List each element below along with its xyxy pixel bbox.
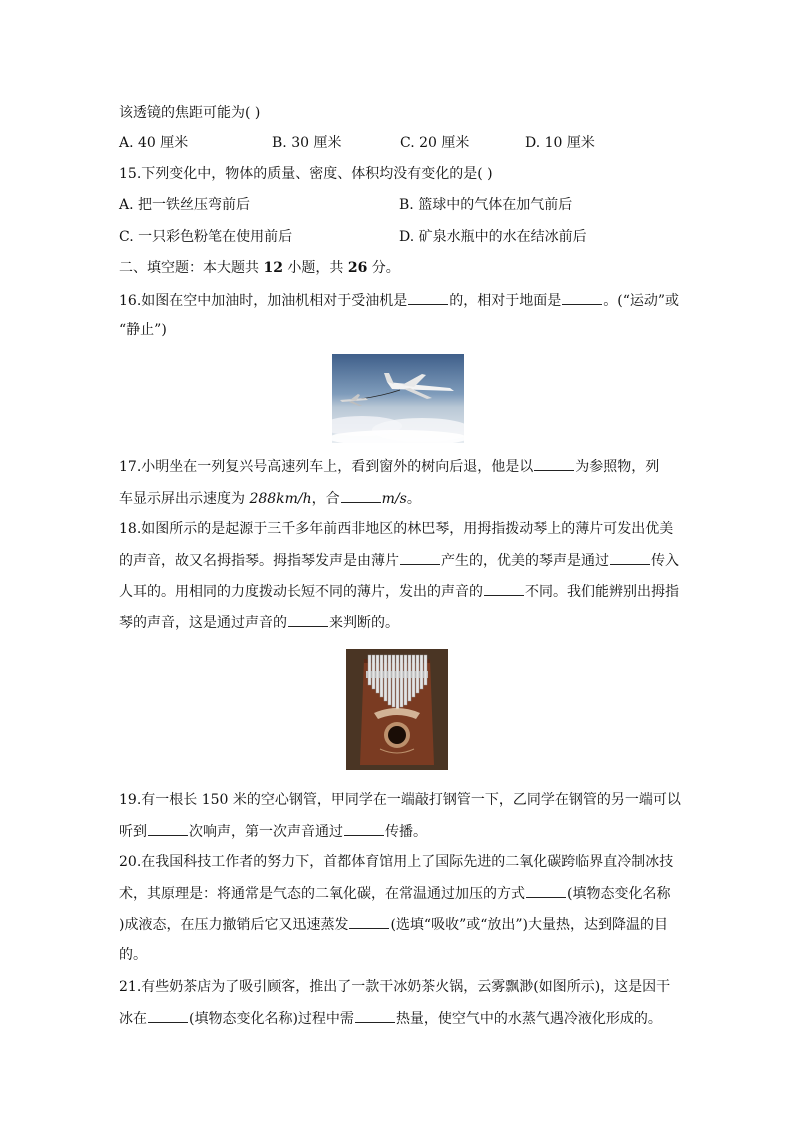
q14-option-c: C. 20 厘米	[400, 135, 470, 151]
answer-blank	[534, 456, 574, 471]
q17-line2: 车显示屏出示速度为 288km/h，合 m/s。	[119, 488, 421, 509]
aerial-refueling-image	[332, 354, 464, 443]
q18-line2: 的声音，故又名拇指琴。拇指琴发声是由薄片 产生的，优美的琴声是通过 传入	[119, 550, 679, 571]
answer-blank	[148, 821, 188, 836]
answer-blank	[484, 581, 524, 596]
q15-option-c: C. 一只彩色粉笔在使用前后	[119, 229, 293, 245]
q17-line1: 17.小明坐在一列复兴号高速列车上，看到窗外的树向后退，他是以 为参照物，列	[119, 456, 659, 477]
answer-blank	[148, 1008, 188, 1023]
q15-option-a: A. 把一铁丝压弯前后	[119, 197, 251, 213]
kalimba-image	[346, 649, 448, 770]
q21-line2: 冰在 (填物态变化名称)过程中需 热量，使空气中的水蒸气遇冷液化形成的。	[119, 1008, 662, 1029]
answer-blank	[349, 914, 389, 929]
q20-line1: 20.在我国科技工作者的努力下，首都体育馆用上了国际先进的二氧化碳跨临界直冷制冰技	[119, 854, 674, 870]
answer-blank	[400, 550, 440, 565]
q20-line2: 术，其原理是：将通常是气态的二氧化碳，在常温通过加压的方式 (填物态变化名称	[119, 883, 670, 904]
q18-line3: 人耳的。用相同的力度拨动长短不同的薄片，发出的声音的 不同。我们能辨别出拇指	[119, 581, 679, 602]
answer-blank	[408, 290, 448, 305]
answer-blank	[341, 488, 381, 503]
q14-stem-tail: 该透镜的焦距可能为( )	[119, 105, 261, 121]
q21-line1: 21.有些奶茶店为了吸引顾客，推出了一款干冰奶茶火锅，云雾飘渺(如图所示)，这是因干	[119, 979, 671, 995]
q19-line1: 19.有一根长 150 米的空心钢管，甲同学在一端敲打钢管一下，乙同学在钢管的另一端可以	[119, 792, 681, 808]
q20-line3: )成液态，在压力撤销后它又迅速蒸发 (选填“吸收”或“放出”)大量热，达到降温的目	[119, 914, 668, 935]
q18-line4: 琴的声音，这是通过声音的 来判断的。	[119, 612, 399, 633]
q20-line4: 的。	[119, 947, 147, 963]
answer-blank	[344, 821, 384, 836]
q19-line2: 听到 次响声，第一次声音通过 传播。	[119, 821, 427, 842]
q15-stem: 15.下列变化中，物体的质量、密度、体积均没有变化的是( )	[119, 166, 493, 182]
q16-line1: 16.如图在空中加油时，加油机相对于受油机是 的，相对于地面是 。(“运动”或	[119, 290, 679, 311]
q16-line2: “静止”)	[119, 322, 167, 338]
answer-blank	[288, 612, 328, 627]
q15-option-d: D. 矿泉水瓶中的水在结冰前后	[399, 229, 587, 245]
section-heading: 二、填空题：本大题共 12 小题，共 26 分。	[119, 260, 400, 276]
q14-option-a: A. 40 厘米	[119, 135, 189, 151]
q18-line1: 18.如图所示的是起源于三千多年前西非地区的林巴琴，用拇指拨动琴上的薄片可发出优美	[119, 521, 674, 537]
q14-option-b: B. 30 厘米	[272, 135, 342, 151]
answer-blank	[526, 883, 566, 898]
answer-blank	[610, 550, 650, 565]
q15-option-b: B. 篮球中的气体在加气前后	[399, 197, 573, 213]
q14-option-d: D. 10 厘米	[525, 135, 595, 151]
answer-blank	[355, 1008, 395, 1023]
answer-blank	[562, 290, 602, 305]
